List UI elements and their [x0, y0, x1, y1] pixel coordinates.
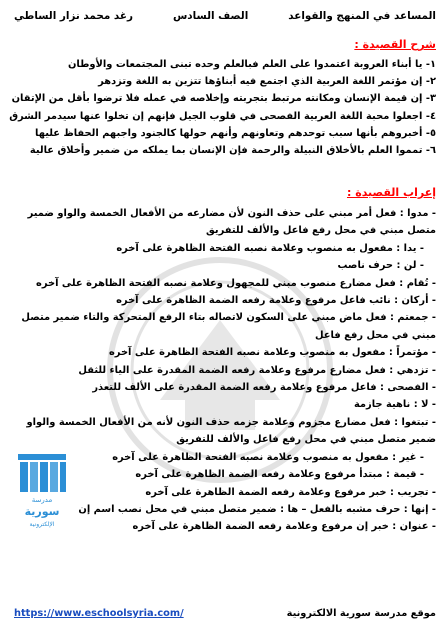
parsing-line: - لن : حرف ناصب — [337, 260, 424, 272]
explanation-line: ٤- اجعلوا محبة اللغة العربية الفصحى في قلوب الجيل فإنهم إن تخلوا عنها سيدمر الشرق — [9, 110, 436, 122]
parsing-line: - يدا : مفعول به منصوب وعلامة نصبه الفتحة الظاهرة على آخره — [116, 242, 424, 254]
parsing-line: - إنها : حرف مشبه بالفعل – ها : ضمير متصل مبني في محل نصب اسم إن — [78, 503, 436, 515]
parsing-line: - تُقام : فعل مضارع منصوب مبني للمجهول وعلامة نصبه الفتحة الظاهرة على آخره — [35, 277, 436, 289]
parsing-line: - أركان : نائب فاعل مرفوع وعلامة رفعه الضمة الظاهرة على آخره — [116, 295, 436, 307]
logo-line2: سورية — [24, 505, 60, 518]
parsing-title: إعراب القصيدة : — [346, 186, 436, 199]
parsing-line: - جمعتم : فعل ماض مبني على السكون لاتصاله بتاء الرفع المتحركة والتاء ضمير متصل مبني في محل رفع فاعل — [21, 312, 436, 341]
logo-line1: مدرسة — [31, 496, 53, 504]
explanation-line: ٣- إن قيمة الإنسان ومكانته مرتبط بتجربته وإخلاصه في عمله فلا ترضوا بأقل من الإتقان — [11, 93, 436, 105]
parsing-line: - الفصحى : فاعل مرفوع وعلامة رفعه الضمة المقدرة على الألف للتعذر — [92, 382, 436, 394]
page-footer — [14, 608, 436, 624]
logo-line3: الإلكترونية — [29, 521, 55, 528]
header-author: رغد محمد نزار الساطي — [14, 10, 133, 22]
explanation-line: ٥- أخبروهم بأنها سبب توحدهم وتعاونهم وأنهم حولها كالجنود واجبهم الحفاظ عليها — [35, 127, 436, 139]
parsing-line: - لا : ناهية جازمة — [353, 399, 436, 411]
explanation-title: شرح القصيدة : — [354, 38, 436, 51]
parsing-line: - قيمة : مبتدأ مرفوع وعلامة رفعه الضمة الظاهرة على آخره — [135, 469, 424, 481]
explanation-line: ١- يا أبناء العروبة اعتمدوا على العلم فبالعلم وحده تبنى المجتمعات والأوطان — [67, 59, 436, 70]
parsing-line: - عنوان : خبر إن مرفوع وعلامة رفعه الضمة الظاهرة على آخره — [132, 521, 436, 533]
explanation-line: ٦- تمموا العلم بالأخلاق النبيلة والرحمة فإن الإنسان بما يملكه من ضمير وأخلاق عالية — [29, 145, 436, 157]
explanation-line: ٢- إن مؤتمر اللغة العربية الذي اجتمع فيه أبناؤها تتزين به اللغة وتزدهر — [98, 76, 436, 88]
parsing-line: - تزدهي : فعل مضارع مرفوع وعلامة رفعه الضمة المقدرة على الياء للثقل — [78, 364, 436, 376]
header-grade: الصف السادس — [172, 10, 249, 22]
parsing-line: - مؤتمراً : مفعول به منصوب وعلامة نصبه الفتحة الظاهرة على آخره — [108, 347, 436, 359]
parsing-line: - مدوا : فعل أمر مبني على حذف النون لأن مضارعه من الأفعال الخمسة والواو ضمير متصل مبني في محل رفع فاعل والألف للتفريق — [27, 208, 436, 237]
parsing-list — [14, 205, 436, 536]
parsing-line: - تجريب : خبر مرفوع وعلامة رفعه الضمة الظاهرة على آخره — [145, 486, 436, 498]
footer-site-name: موقع مدرسة سورية الالكترونية — [286, 608, 436, 619]
parsing-line: - تبتغوا : فعل مضارع مجزوم وعلامة جزمه حذف النون لأنه من الأفعال الخمسة والواو ضمير متصل مبني في محل رفع فاعل والألف للتفريق — [26, 416, 436, 446]
header-subject: المساعد في المنهج والقواعد — [288, 10, 436, 22]
parsing-line: - غير : مفعول به منصوب وعلامة نصبه الفتحة الظاهرة على آخره — [112, 451, 424, 463]
page-header — [14, 10, 436, 22]
footer-url-link[interactable]: https://www.eschoolsyria.com/ — [14, 608, 184, 619]
school-logo — [14, 452, 70, 530]
explanation-list — [9, 56, 436, 159]
